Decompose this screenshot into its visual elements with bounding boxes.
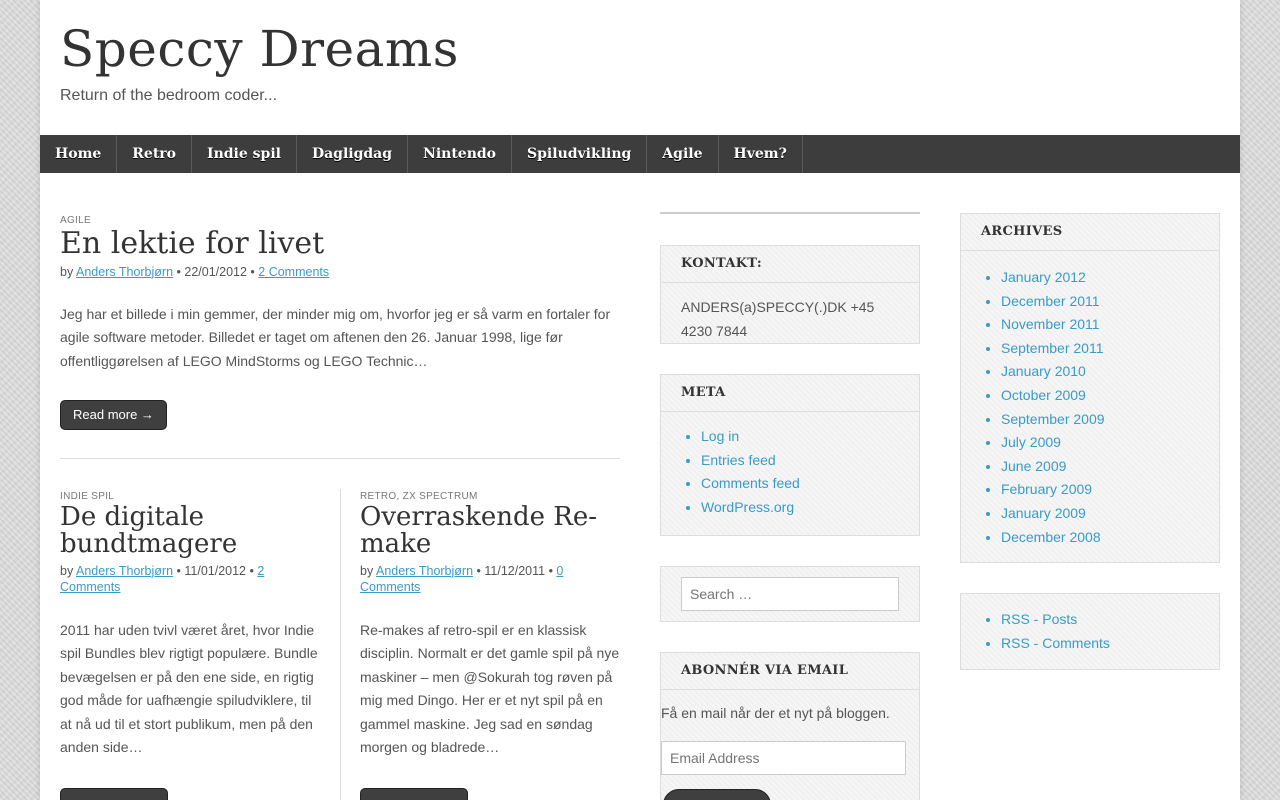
widget-rss (960, 593, 1220, 670)
list-item[interactable]: • WordPress.org (701, 496, 919, 520)
page-container (40, 0, 1240, 800)
list-item[interactable]: • December 2011 (1001, 290, 1219, 314)
read-more-button[interactable]: Read more → (60, 400, 167, 430)
search-input[interactable] (681, 577, 899, 611)
list-item[interactable]: • Comments feed (701, 472, 919, 496)
site-title[interactable]: Speccy Dreams (60, 20, 459, 78)
divider (60, 458, 620, 459)
email-field[interactable] (661, 741, 906, 775)
list-item[interactable]: • June 2009 (1001, 455, 1219, 479)
comments-link[interactable]: 2 Comments (258, 264, 330, 279)
post-title[interactable]: De digitale bundtmagere (60, 502, 238, 560)
post-date: 11/12/2011 (484, 563, 546, 578)
widget-title: ABONNÉR VIA EMAIL (661, 653, 919, 690)
post-category[interactable]: INDIE SPIL (60, 491, 115, 502)
list-item[interactable]: • RSS - Comments (1001, 632, 1219, 656)
post-title[interactable]: Overraskende Re-make (360, 502, 598, 560)
post-excerpt: Jeg har et billede i min gemmer, der minder mig om, hvorfor jeg er så varm en fortaler for agile software metoder. Billedet er taget om aftenen den 26. Januar 1998, lige før offentliggørelsen af LEGO MindStorms og LEGO Technic… (60, 305, 611, 369)
list-item[interactable]: • November 2011 (1001, 313, 1219, 337)
rss-list (961, 608, 1219, 655)
widget-title: ARCHIVES (961, 214, 1219, 251)
post-date: 22/01/2012 (184, 264, 247, 279)
widget-subscribe (660, 652, 920, 800)
nav-item-agile[interactable]: Agile (647, 135, 718, 173)
author-link[interactable]: Anders Thorbjørn (76, 264, 174, 279)
archives-list (961, 266, 1219, 549)
comments-link[interactable]: 0 Comments (360, 563, 564, 594)
post-card (60, 491, 320, 800)
post-featured (60, 215, 620, 430)
list-item[interactable]: • July 2009 (1001, 431, 1219, 455)
widget-meta (660, 374, 920, 536)
nav-item-home[interactable]: Home (40, 135, 117, 173)
list-item[interactable]: • December 2008 (1001, 526, 1219, 550)
post-category[interactable]: AGILE (60, 215, 91, 226)
read-more-button[interactable] (360, 788, 468, 800)
read-more-button[interactable] (60, 788, 168, 800)
post-meta: by Anders Thorbjørn • 11/12/2011 • 0 Comments (360, 563, 564, 594)
post-date: 11/01/2012 (184, 563, 247, 578)
widget-title: META (661, 375, 919, 412)
list-item[interactable]: • Log in (701, 425, 919, 449)
nav-item-spiludvikling[interactable]: Spiludvikling (512, 135, 647, 173)
subscribe-text: Få en mail når der et nyt på bloggen. (661, 705, 890, 721)
main-navigation (40, 135, 1240, 173)
nav-item-retro[interactable]: Retro (117, 135, 192, 173)
post-title[interactable]: En lektie for livet (60, 226, 325, 261)
author-link[interactable]: Anders Thorbjørn (376, 563, 474, 578)
list-item[interactable]: • January 2009 (1001, 502, 1219, 526)
nav-item-dagligdag[interactable]: Dagligdag (297, 135, 408, 173)
list-item[interactable]: • RSS - Posts (1001, 608, 1219, 632)
post-meta: by Anders Thorbjørn • 22/01/2012 • 2 Comments (60, 264, 330, 279)
post-card (360, 491, 620, 800)
post-meta: by Anders Thorbjørn • 11/01/2012 • 2 Comments (60, 563, 265, 594)
list-item[interactable]: • September 2011 (1001, 337, 1219, 361)
widget-archives (960, 213, 1220, 563)
list-item[interactable]: • January 2012 (1001, 266, 1219, 290)
widget-search (660, 566, 920, 622)
widget-kontakt (660, 245, 920, 344)
list-item[interactable]: • September 2009 (1001, 408, 1219, 432)
post-category[interactable]: RETRO, ZX SPECTRUM (360, 491, 478, 502)
list-item[interactable]: • February 2009 (1001, 478, 1219, 502)
list-item[interactable]: • October 2009 (1001, 384, 1219, 408)
post-excerpt: Re-makes af retro-spil er en klassisk disciplin. Normalt er det gamle spil på nye maskiner – men @Sokurah tog røven på mig med Dingo. Her er et nyt spil på en gammel maskine. Jeg sad en søndag morgen og bladrede… (360, 621, 620, 756)
subscribe-button[interactable] (663, 789, 771, 800)
author-link[interactable]: Anders Thorbjørn (76, 563, 174, 578)
comments-link[interactable]: 2 Comments (60, 563, 265, 594)
meta-list (661, 425, 919, 519)
nav-item-indie-spil[interactable]: Indie spil (192, 135, 297, 173)
list-item[interactable]: • Entries feed (701, 449, 919, 473)
post-excerpt: 2011 har uden tvivl været året, hvor Indie spil Bundles blev rigtigt populære. Bundle bevægelsen er på den ene side, en rigtig god måde for uafhængie spiludviklere, til at nå ud til et stort publikum, men på den anden side… (60, 621, 318, 756)
list-item[interactable]: • January 2010 (1001, 360, 1219, 384)
widget-title: KONTAKT: (661, 246, 919, 283)
site-description: Return of the bedroom coder... (60, 87, 278, 104)
nav-item-nintendo[interactable]: Nintendo (408, 135, 512, 173)
nav-item-hvem[interactable]: Hvem? (719, 135, 803, 173)
column-divider (340, 489, 341, 800)
contact-text: ANDERS(a)SPECCY(.)DK +45 4230 7844 (681, 299, 875, 339)
sidebar-top-rule (660, 212, 920, 214)
